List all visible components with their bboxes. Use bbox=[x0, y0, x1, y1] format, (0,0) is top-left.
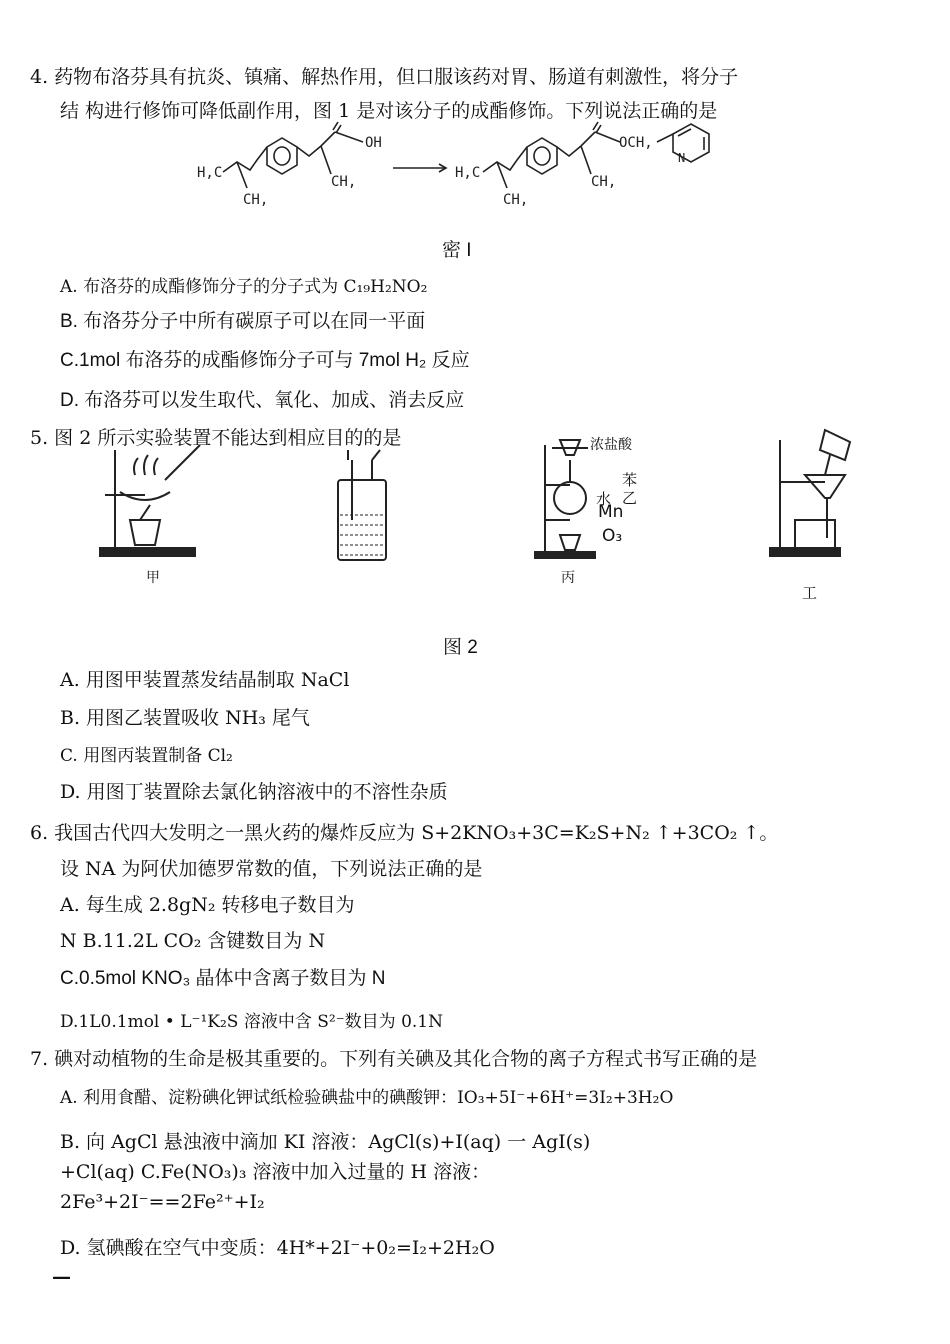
q7-option-a: A. 利用食醋、淀粉碘化钾试纸检验碘盐中的碘酸钾：IO₃+5I⁻+6H⁺=3I₂+3H₂O bbox=[60, 1088, 674, 1108]
apparatus-bing-label: 丙 bbox=[561, 570, 575, 586]
figure-2-caption: 图 2 bbox=[443, 637, 478, 658]
struct-right-n-label: N bbox=[678, 151, 686, 165]
q7-stem: 7. 碘对动植物的生命是极其重要的。下列有关碘及其化合物的离子方程式书写正确的是 bbox=[30, 1048, 758, 1070]
q5-option-a: A. 用图甲装置蒸发结晶制取 NaCl bbox=[60, 669, 350, 691]
q4-stem-line2: 结 构进行修饰可降低副作用，图 1 是对该分子的成酯修饰。下列说法正确的是 bbox=[60, 100, 718, 122]
q6-stem-line2: 设 NA 为阿伏加德罗常数的值，下列说法正确的是 bbox=[60, 858, 483, 880]
q6-option-d: D.1L0.1mol • L⁻¹K₂S 溶液中含 S²⁻数目为 0.1N bbox=[60, 1012, 443, 1032]
apparatus-ding-label: 工 bbox=[802, 584, 818, 602]
q6-stem-line1: 6. 我国古代四大发明之一黑火药的爆炸反应为 S+2KNO₃+3C=K₂S+N₂ ↑+3CO₂ ↑。 bbox=[30, 822, 779, 844]
footer-mark: — bbox=[52, 1266, 71, 1288]
q4-option-c: C.1mol 布洛芬的成酯修饰分子可与 7mol H₂ 反应 bbox=[60, 350, 470, 371]
q5-option-d: D. 用图丁装置除去氯化钠溶液中的不溶性杂质 bbox=[60, 781, 448, 803]
figure-1-caption: 密 I bbox=[442, 240, 472, 261]
q4-option-a: A. 布洛芬的成酯修饰分子的分子式为 C₁₉H₂NO₂ bbox=[60, 277, 428, 297]
q5-option-c: C. 用图丙装置制备 Cl₂ bbox=[60, 746, 233, 766]
struct-right-h3c-label: H,C bbox=[455, 165, 481, 181]
struct-left-oh-label: OH bbox=[365, 135, 382, 151]
mno2-label-mn: Mn bbox=[598, 502, 624, 522]
q4-option-b: B. 布洛芬分子中所有碳原子可以在同一平面 bbox=[60, 311, 426, 332]
struct-left-ch3-a-label: CH, bbox=[331, 174, 357, 190]
q7-option-b-cont: +Cl(aq) C.Fe(NO₃)₃ 溶液中加入过量的 H 溶液： bbox=[60, 1161, 491, 1183]
q4-stem-line1: 4. 药物布洛芬具有抗炎、镇痛、解热作用，但口服该药对胃、肠道有刺激性，将分子 bbox=[30, 66, 739, 88]
apparatus-jia-label: 甲 bbox=[146, 570, 160, 586]
struct-right-ch3-a-label: CH, bbox=[591, 174, 617, 190]
q5-stem: 5. 图 2 所示实验装置不能达到相应目的的是 bbox=[30, 427, 402, 449]
struct-right-ch3-b-label: CH, bbox=[503, 192, 529, 208]
benzene-label: 苯 bbox=[622, 471, 638, 489]
q5-option-b: B. 用图乙装置吸收 NH₃ 尾气 bbox=[60, 707, 310, 729]
figure-2-apparatus bbox=[90, 420, 870, 600]
q7-option-c-eq: 2Fe³+2I⁻==2Fe²⁺+I₂ bbox=[60, 1191, 265, 1213]
q7-option-d: D. 氢碘酸在空气中变质：4H*+2I⁻+0₂=I₂+2H₂O bbox=[60, 1237, 495, 1259]
struct-left-ch3-b-label: CH, bbox=[243, 192, 269, 208]
water-label: 水 bbox=[596, 490, 612, 508]
struct-right-och2-label: OCH, bbox=[619, 135, 653, 151]
conc-hcl-label: 浓盐酸 bbox=[590, 437, 632, 453]
q4-option-d: D. 布洛芬可以发生取代、氧化、加成、消去反应 bbox=[60, 390, 465, 411]
figure-1-structures bbox=[195, 120, 735, 215]
q6-option-a: A. 每生成 2.8gN₂ 转移电子数目为 bbox=[60, 894, 355, 916]
q6-option-b: N B.11.2L CO₂ 含键数目为 N bbox=[60, 930, 326, 952]
mno2-label-o3: O₃ bbox=[602, 526, 623, 546]
q6-option-c: C.0.5mol KNO₃ 晶体中含离子数目为 N bbox=[60, 968, 386, 989]
yi-label: 乙 bbox=[622, 489, 638, 507]
struct-left-h3c-label: H,C bbox=[197, 165, 223, 181]
q7-option-b: B. 向 AgCl 悬浊液中滴加 KI 溶液：AgCl(s)+I(aq) 一 AgI(s) bbox=[60, 1131, 591, 1153]
